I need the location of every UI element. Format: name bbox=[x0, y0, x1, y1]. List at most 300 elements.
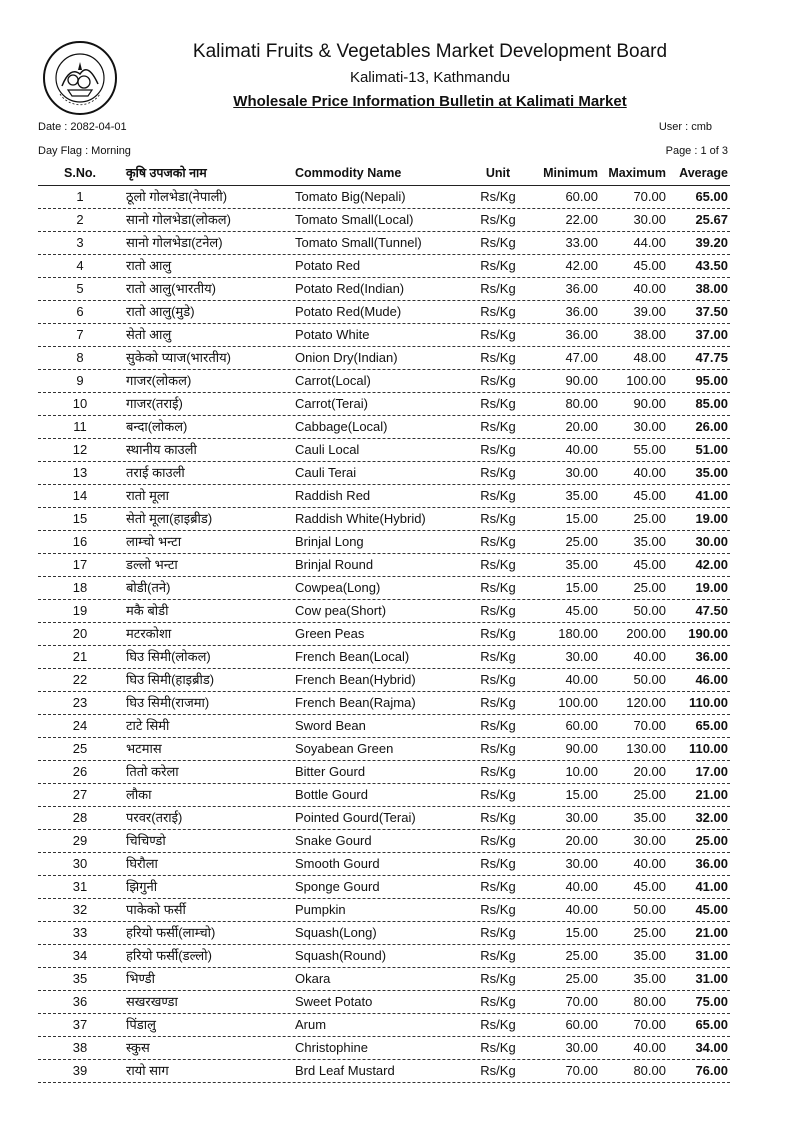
row-nepali-name: डल्लो भन्टा bbox=[126, 557, 178, 572]
row-sn: 29 bbox=[72, 833, 88, 848]
header-unit: Unit bbox=[485, 166, 511, 180]
row-unit: Rs/Kg bbox=[480, 764, 516, 779]
row-maximum: 40.00 bbox=[633, 281, 666, 296]
row-unit: Rs/Kg bbox=[480, 856, 516, 871]
row-unit: Rs/Kg bbox=[480, 304, 516, 319]
row-maximum: 35.00 bbox=[633, 971, 666, 986]
row-nepali-name: परवर(तराई) bbox=[126, 810, 183, 825]
table-row bbox=[38, 622, 730, 646]
row-minimum: 15.00 bbox=[565, 787, 598, 802]
row-sn: 2 bbox=[76, 212, 84, 227]
row-maximum: 70.00 bbox=[633, 1017, 666, 1032]
row-unit: Rs/Kg bbox=[480, 787, 516, 802]
row-minimum: 25.00 bbox=[565, 534, 598, 549]
row-maximum: 120.00 bbox=[626, 695, 666, 710]
row-unit: Rs/Kg bbox=[480, 1017, 516, 1032]
row-nepali-name: गाजर(लोकल) bbox=[126, 373, 192, 388]
row-average: 30.00 bbox=[695, 534, 728, 549]
row-maximum: 50.00 bbox=[633, 603, 666, 618]
row-commodity-name: Brinjal Round bbox=[295, 557, 374, 572]
row-average: 21.00 bbox=[695, 787, 728, 802]
row-nepali-name: सानो गोलभेडा(टनेल) bbox=[126, 235, 223, 250]
board-seal-logo bbox=[42, 40, 118, 116]
row-sn: 38 bbox=[72, 1040, 88, 1055]
row-commodity-name: Soyabean Green bbox=[295, 741, 394, 756]
row-maximum: 48.00 bbox=[633, 350, 666, 365]
row-average: 85.00 bbox=[695, 396, 728, 411]
row-commodity-name: Tomato Small(Local) bbox=[295, 212, 414, 227]
row-sn: 12 bbox=[72, 442, 88, 457]
header-average: Average bbox=[679, 166, 728, 180]
row-commodity-name: Potato Red bbox=[295, 258, 361, 273]
row-maximum: 25.00 bbox=[633, 511, 666, 526]
row-nepali-name: सुकेको प्याज(भारतीय) bbox=[126, 350, 231, 365]
row-average: 76.00 bbox=[695, 1063, 728, 1078]
row-nepali-name: सखरखण्डा bbox=[126, 994, 178, 1009]
row-maximum: 45.00 bbox=[633, 488, 666, 503]
row-unit: Rs/Kg bbox=[480, 994, 516, 1009]
row-average: 19.00 bbox=[695, 511, 728, 526]
row-average: 31.00 bbox=[695, 948, 728, 963]
row-commodity-name: Pumpkin bbox=[295, 902, 346, 917]
row-sn: 6 bbox=[76, 304, 84, 319]
row-nepali-name: घिउ सिमी(लोकल) bbox=[126, 649, 211, 664]
row-commodity-name: French Bean(Rajma) bbox=[295, 695, 416, 710]
row-nepali-name: तितो करेला bbox=[126, 764, 179, 779]
table-header bbox=[38, 162, 730, 186]
row-commodity-name: Cabbage(Local) bbox=[295, 419, 388, 434]
row-unit: Rs/Kg bbox=[480, 488, 516, 503]
page-indicator: Page : 1 of 3 bbox=[665, 145, 728, 157]
row-commodity-name: Christophine bbox=[295, 1040, 368, 1055]
row-minimum: 180.00 bbox=[558, 626, 598, 641]
row-average: 17.00 bbox=[695, 764, 728, 779]
row-nepali-name: रातो आलु bbox=[126, 258, 172, 273]
row-nepali-name: चिचिण्डो bbox=[126, 833, 166, 848]
row-minimum: 40.00 bbox=[565, 879, 598, 894]
row-average: 35.00 bbox=[695, 465, 728, 480]
table-row bbox=[38, 944, 730, 968]
row-minimum: 30.00 bbox=[565, 810, 598, 825]
row-nepali-name: पाकेको फर्सी bbox=[126, 902, 186, 917]
row-average: 26.00 bbox=[695, 419, 728, 434]
row-average: 75.00 bbox=[695, 994, 728, 1009]
table-row bbox=[38, 231, 730, 255]
row-nepali-name: रायो साग bbox=[126, 1063, 169, 1078]
row-nepali-name: मटरकोशा bbox=[126, 626, 172, 641]
row-nepali-name: सेतो मूला(हाइब्रीड) bbox=[126, 511, 213, 526]
row-maximum: 200.00 bbox=[626, 626, 666, 641]
table-row bbox=[38, 668, 730, 692]
row-sn: 3 bbox=[76, 235, 84, 250]
row-unit: Rs/Kg bbox=[480, 235, 516, 250]
row-average: 36.00 bbox=[695, 856, 728, 871]
table-row bbox=[38, 461, 730, 485]
row-commodity-name: Raddish White(Hybrid) bbox=[295, 511, 426, 526]
row-maximum: 80.00 bbox=[633, 1063, 666, 1078]
row-sn: 31 bbox=[72, 879, 88, 894]
row-average: 36.00 bbox=[695, 649, 728, 664]
row-nepali-name: हरियो फर्सी(लाम्चो) bbox=[126, 925, 216, 940]
report-date: Date : 2082-04-01 bbox=[38, 121, 127, 133]
row-minimum: 40.00 bbox=[565, 442, 598, 457]
row-sn: 26 bbox=[72, 764, 88, 779]
row-unit: Rs/Kg bbox=[480, 741, 516, 756]
row-minimum: 22.00 bbox=[565, 212, 598, 227]
row-unit: Rs/Kg bbox=[480, 580, 516, 595]
row-maximum: 40.00 bbox=[633, 856, 666, 871]
row-minimum: 10.00 bbox=[565, 764, 598, 779]
row-minimum: 25.00 bbox=[565, 971, 598, 986]
row-nepali-name: टाटे सिमी bbox=[126, 718, 170, 733]
row-commodity-name: Cow pea(Short) bbox=[295, 603, 387, 618]
row-commodity-name: Brinjal Long bbox=[295, 534, 364, 549]
row-maximum: 70.00 bbox=[633, 189, 666, 204]
row-nepali-name: हरियो फर्सी(डल्लो) bbox=[126, 948, 212, 963]
header-nepali-name: कृषि उपजको नाम bbox=[126, 166, 207, 180]
table-row bbox=[38, 875, 730, 899]
table-row bbox=[38, 806, 730, 830]
row-sn: 9 bbox=[76, 373, 84, 388]
row-nepali-name: सानो गोलभेडा(लोकल) bbox=[126, 212, 231, 227]
table-row bbox=[38, 1013, 730, 1037]
row-minimum: 42.00 bbox=[565, 258, 598, 273]
row-minimum: 30.00 bbox=[565, 1040, 598, 1055]
row-unit: Rs/Kg bbox=[480, 902, 516, 917]
row-nepali-name: रातो मूला bbox=[126, 488, 170, 503]
row-unit: Rs/Kg bbox=[480, 396, 516, 411]
row-nepali-name: स्कुस bbox=[126, 1040, 150, 1055]
row-maximum: 38.00 bbox=[633, 327, 666, 342]
row-unit: Rs/Kg bbox=[480, 810, 516, 825]
row-minimum: 35.00 bbox=[565, 557, 598, 572]
row-average: 45.00 bbox=[695, 902, 728, 917]
row-average: 21.00 bbox=[695, 925, 728, 940]
table-row bbox=[38, 553, 730, 577]
row-unit: Rs/Kg bbox=[480, 442, 516, 457]
row-average: 110.00 bbox=[688, 741, 728, 756]
row-average: 42.00 bbox=[695, 557, 728, 572]
row-commodity-name: Brd Leaf Mustard bbox=[295, 1063, 395, 1078]
row-commodity-name: Okara bbox=[295, 971, 331, 986]
row-commodity-name: French Bean(Hybrid) bbox=[295, 672, 416, 687]
row-minimum: 15.00 bbox=[565, 511, 598, 526]
row-unit: Rs/Kg bbox=[480, 419, 516, 434]
row-average: 25.67 bbox=[695, 212, 728, 227]
row-average: 46.00 bbox=[695, 672, 728, 687]
row-nepali-name: झिगुनी bbox=[126, 879, 158, 894]
row-minimum: 15.00 bbox=[565, 580, 598, 595]
row-average: 34.00 bbox=[695, 1040, 728, 1055]
row-maximum: 130.00 bbox=[626, 741, 666, 756]
row-commodity-name: Cauli Local bbox=[295, 442, 360, 457]
row-minimum: 60.00 bbox=[565, 189, 598, 204]
row-maximum: 80.00 bbox=[633, 994, 666, 1009]
row-maximum: 30.00 bbox=[633, 419, 666, 434]
row-average: 95.00 bbox=[695, 373, 728, 388]
row-average: 38.00 bbox=[695, 281, 728, 296]
row-average: 37.50 bbox=[695, 304, 728, 319]
row-unit: Rs/Kg bbox=[480, 511, 516, 526]
row-minimum: 36.00 bbox=[565, 281, 598, 296]
row-unit: Rs/Kg bbox=[480, 281, 516, 296]
row-maximum: 35.00 bbox=[633, 810, 666, 825]
row-commodity-name: Sponge Gourd bbox=[295, 879, 380, 894]
row-commodity-name: French Bean(Local) bbox=[295, 649, 410, 664]
row-minimum: 47.00 bbox=[565, 350, 598, 365]
row-sn: 23 bbox=[72, 695, 88, 710]
row-commodity-name: Bitter Gourd bbox=[295, 764, 366, 779]
row-unit: Rs/Kg bbox=[480, 672, 516, 687]
row-maximum: 90.00 bbox=[633, 396, 666, 411]
row-maximum: 40.00 bbox=[633, 649, 666, 664]
row-unit: Rs/Kg bbox=[480, 948, 516, 963]
table-row bbox=[38, 369, 730, 393]
row-nepali-name: स्थानीय काउली bbox=[126, 442, 197, 457]
table-row bbox=[38, 208, 730, 232]
row-unit: Rs/Kg bbox=[480, 879, 516, 894]
row-average: 190.00 bbox=[688, 626, 728, 641]
row-sn: 24 bbox=[72, 718, 88, 733]
row-commodity-name: Cauli Terai bbox=[295, 465, 357, 480]
row-commodity-name: Sweet Potato bbox=[295, 994, 373, 1009]
row-maximum: 25.00 bbox=[633, 925, 666, 940]
row-sn: 28 bbox=[72, 810, 88, 825]
row-unit: Rs/Kg bbox=[480, 695, 516, 710]
row-maximum: 55.00 bbox=[633, 442, 666, 457]
row-maximum: 50.00 bbox=[633, 902, 666, 917]
table-row bbox=[38, 300, 730, 324]
row-average: 65.00 bbox=[695, 1017, 728, 1032]
row-minimum: 40.00 bbox=[565, 672, 598, 687]
row-unit: Rs/Kg bbox=[480, 718, 516, 733]
row-sn: 7 bbox=[76, 327, 84, 342]
row-minimum: 36.00 bbox=[565, 327, 598, 342]
row-minimum: 15.00 bbox=[565, 925, 598, 940]
table-row bbox=[38, 1059, 730, 1083]
row-unit: Rs/Kg bbox=[480, 925, 516, 940]
row-nepali-name: ठूलो गोलभेडा(नेपाली) bbox=[126, 189, 228, 204]
row-commodity-name: Onion Dry(Indian) bbox=[295, 350, 398, 365]
table-row bbox=[38, 645, 730, 669]
row-unit: Rs/Kg bbox=[480, 649, 516, 664]
table-row bbox=[38, 254, 730, 278]
row-minimum: 70.00 bbox=[565, 1063, 598, 1078]
table-row bbox=[38, 530, 730, 554]
row-sn: 15 bbox=[72, 511, 88, 526]
row-average: 39.20 bbox=[695, 235, 728, 250]
row-commodity-name: Tomato Small(Tunnel) bbox=[295, 235, 422, 250]
row-minimum: 36.00 bbox=[565, 304, 598, 319]
row-nepali-name: लौका bbox=[126, 787, 152, 802]
table-row bbox=[38, 392, 730, 416]
row-commodity-name: Sword Bean bbox=[295, 718, 366, 733]
row-sn: 1 bbox=[76, 189, 84, 204]
row-average: 19.00 bbox=[695, 580, 728, 595]
table-row bbox=[38, 852, 730, 876]
row-maximum: 44.00 bbox=[633, 235, 666, 250]
row-nepali-name: सेतो आलु bbox=[126, 327, 172, 342]
row-maximum: 45.00 bbox=[633, 557, 666, 572]
row-nepali-name: भटमास bbox=[126, 741, 162, 756]
row-sn: 25 bbox=[72, 741, 88, 756]
row-maximum: 100.00 bbox=[626, 373, 666, 388]
bulletin-title: Wholesale Price Information Bulletin at Kalimati Market bbox=[233, 93, 627, 110]
row-minimum: 20.00 bbox=[565, 419, 598, 434]
row-commodity-name: Carrot(Local) bbox=[295, 373, 371, 388]
row-maximum: 40.00 bbox=[633, 1040, 666, 1055]
row-maximum: 40.00 bbox=[633, 465, 666, 480]
table-row bbox=[38, 346, 730, 370]
row-commodity-name: Potato White bbox=[295, 327, 370, 342]
row-nepali-name: रातो आलु(मुडे) bbox=[126, 304, 195, 319]
row-minimum: 60.00 bbox=[565, 718, 598, 733]
table-row bbox=[38, 898, 730, 922]
row-unit: Rs/Kg bbox=[480, 465, 516, 480]
row-unit: Rs/Kg bbox=[480, 626, 516, 641]
table-row bbox=[38, 323, 730, 347]
row-minimum: 30.00 bbox=[565, 649, 598, 664]
table-row bbox=[38, 921, 730, 945]
row-nepali-name: घिउ सिमी(राजमा) bbox=[126, 695, 210, 710]
row-minimum: 33.00 bbox=[565, 235, 598, 250]
row-maximum: 30.00 bbox=[633, 212, 666, 227]
row-sn: 34 bbox=[72, 948, 88, 963]
row-sn: 19 bbox=[72, 603, 88, 618]
row-maximum: 35.00 bbox=[633, 948, 666, 963]
row-commodity-name: Cowpea(Long) bbox=[295, 580, 381, 595]
row-average: 47.75 bbox=[695, 350, 728, 365]
table-row bbox=[38, 691, 730, 715]
table-row bbox=[38, 576, 730, 600]
row-average: 32.00 bbox=[695, 810, 728, 825]
row-sn: 36 bbox=[72, 994, 88, 1009]
row-unit: Rs/Kg bbox=[480, 258, 516, 273]
row-unit: Rs/Kg bbox=[480, 971, 516, 986]
row-maximum: 45.00 bbox=[633, 879, 666, 894]
table-row bbox=[38, 967, 730, 991]
row-sn: 37 bbox=[72, 1017, 88, 1032]
row-maximum: 20.00 bbox=[633, 764, 666, 779]
row-sn: 14 bbox=[72, 488, 88, 503]
row-unit: Rs/Kg bbox=[480, 212, 516, 227]
row-nepali-name: लाम्चो भन्टा bbox=[126, 534, 182, 549]
table-row bbox=[38, 185, 730, 209]
row-commodity-name: Potato Red(Indian) bbox=[295, 281, 405, 296]
row-maximum: 70.00 bbox=[633, 718, 666, 733]
row-minimum: 45.00 bbox=[565, 603, 598, 618]
row-nepali-name: घिरौला bbox=[126, 856, 158, 871]
row-average: 51.00 bbox=[695, 442, 728, 457]
row-sn: 27 bbox=[72, 787, 88, 802]
table-row bbox=[38, 737, 730, 761]
row-unit: Rs/Kg bbox=[480, 557, 516, 572]
row-sn: 20 bbox=[72, 626, 88, 641]
row-minimum: 80.00 bbox=[565, 396, 598, 411]
row-commodity-name: Bottle Gourd bbox=[295, 787, 368, 802]
row-commodity-name: Green Peas bbox=[295, 626, 365, 641]
board-title: Kalimati Fruits & Vegetables Market Development Board bbox=[192, 41, 668, 62]
table-row bbox=[38, 438, 730, 462]
table-row bbox=[38, 1036, 730, 1060]
table-row bbox=[38, 783, 730, 807]
row-maximum: 35.00 bbox=[633, 534, 666, 549]
row-nepali-name: घिउ सिमी(हाइब्रीड) bbox=[126, 672, 215, 687]
row-sn: 5 bbox=[76, 281, 84, 296]
header-minimum: Minimum bbox=[543, 166, 598, 180]
table-row bbox=[38, 599, 730, 623]
header-sn: S.No. bbox=[64, 166, 96, 180]
row-nepali-name: भिण्डी bbox=[126, 971, 156, 986]
row-maximum: 25.00 bbox=[633, 580, 666, 595]
row-commodity-name: Squash(Long) bbox=[295, 925, 377, 940]
row-sn: 22 bbox=[72, 672, 88, 687]
row-unit: Rs/Kg bbox=[480, 833, 516, 848]
row-unit: Rs/Kg bbox=[480, 534, 516, 549]
board-address: Kalimati-13, Kathmandu bbox=[349, 69, 511, 86]
row-sn: 4 bbox=[76, 258, 84, 273]
table-row bbox=[38, 829, 730, 853]
row-average: 31.00 bbox=[695, 971, 728, 986]
table-row bbox=[38, 760, 730, 784]
row-commodity-name: Pointed Gourd(Terai) bbox=[295, 810, 416, 825]
row-sn: 13 bbox=[72, 465, 88, 480]
table-row bbox=[38, 714, 730, 738]
row-unit: Rs/Kg bbox=[480, 350, 516, 365]
header-maximum: Maximum bbox=[608, 166, 666, 180]
row-sn: 18 bbox=[72, 580, 88, 595]
row-nepali-name: पिंडालु bbox=[126, 1017, 156, 1032]
table-row bbox=[38, 277, 730, 301]
row-sn: 8 bbox=[76, 350, 84, 365]
row-unit: Rs/Kg bbox=[480, 327, 516, 342]
row-minimum: 70.00 bbox=[565, 994, 598, 1009]
row-maximum: 25.00 bbox=[633, 787, 666, 802]
row-average: 65.00 bbox=[695, 718, 728, 733]
row-maximum: 39.00 bbox=[633, 304, 666, 319]
row-maximum: 30.00 bbox=[633, 833, 666, 848]
row-minimum: 35.00 bbox=[565, 488, 598, 503]
table-row bbox=[38, 415, 730, 439]
row-minimum: 40.00 bbox=[565, 902, 598, 917]
row-sn: 10 bbox=[72, 396, 88, 411]
row-commodity-name: Carrot(Terai) bbox=[295, 396, 368, 411]
row-nepali-name: मकै बोडी bbox=[126, 603, 169, 618]
row-sn: 21 bbox=[72, 649, 88, 664]
row-nepali-name: तराई काउली bbox=[126, 465, 185, 480]
row-nepali-name: गाजर(तराई) bbox=[126, 396, 183, 411]
row-minimum: 30.00 bbox=[565, 856, 598, 871]
row-minimum: 25.00 bbox=[565, 948, 598, 963]
row-nepali-name: बन्दा(लोकल) bbox=[126, 419, 188, 434]
row-minimum: 60.00 bbox=[565, 1017, 598, 1032]
row-average: 47.50 bbox=[695, 603, 728, 618]
row-nepali-name: रातो आलु(भारतीय) bbox=[126, 281, 216, 296]
row-sn: 39 bbox=[72, 1063, 88, 1078]
row-sn: 17 bbox=[72, 557, 88, 572]
table-row bbox=[38, 484, 730, 508]
header-commodity-name: Commodity Name bbox=[295, 166, 402, 180]
row-unit: Rs/Kg bbox=[480, 373, 516, 388]
row-average: 65.00 bbox=[695, 189, 728, 204]
row-minimum: 100.00 bbox=[558, 695, 598, 710]
row-average: 43.50 bbox=[695, 258, 728, 273]
row-sn: 30 bbox=[72, 856, 88, 871]
row-average: 41.00 bbox=[695, 488, 728, 503]
report-user: User : cmb bbox=[658, 121, 712, 133]
row-sn: 33 bbox=[72, 925, 88, 940]
row-unit: Rs/Kg bbox=[480, 189, 516, 204]
